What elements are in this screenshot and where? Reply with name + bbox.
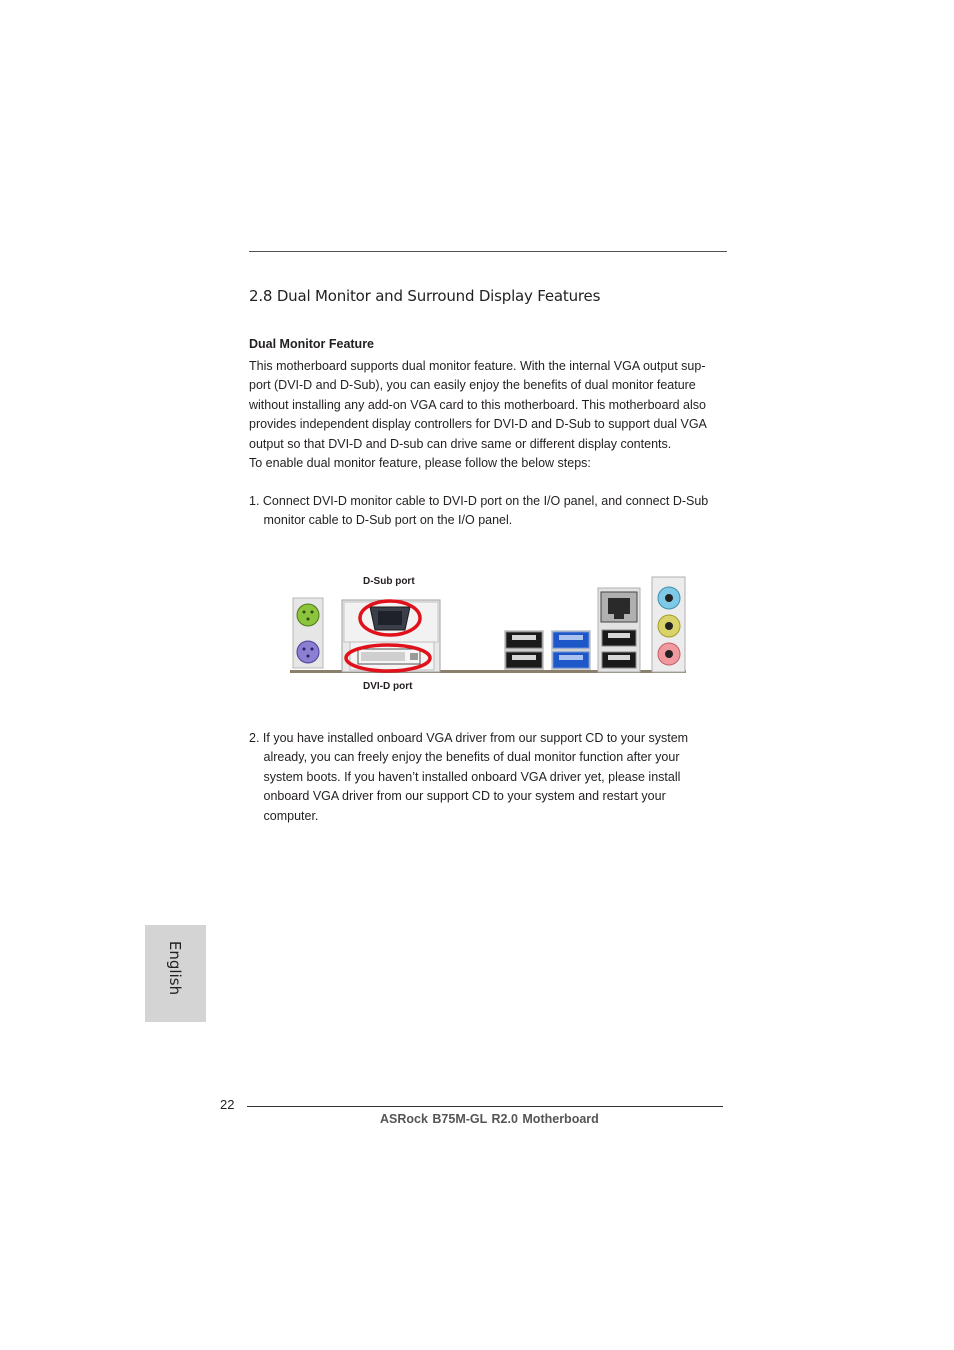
lan-usb-stack: [598, 588, 640, 672]
dsub-port-label: D-Sub port: [363, 576, 415, 587]
ps2-keyboard-port: [297, 641, 319, 663]
intro-line: port (DVI-D and D-Sub), you can easily enjoy the benefits of dual monitor feature: [249, 378, 696, 393]
intro-line: To enable dual monitor feature, please follow the below steps:: [249, 456, 591, 471]
intro-line: without installing any add-on VGA card to this motherboard. This motherboard also: [249, 397, 706, 412]
dvid-port-label: DVI-D port: [363, 681, 413, 692]
page-number: 22: [220, 1097, 235, 1112]
language-tab-label: English: [166, 940, 184, 996]
section-title: 2.8 Dual Monitor and Surround Display Features: [249, 287, 601, 305]
display-ports-bracket: [342, 600, 440, 672]
step-line: 2. If you have installed onboard VGA driver from our support CD to your system: [249, 731, 689, 745]
ps2-ports: [293, 598, 323, 668]
step-line: monitor cable to D-Sub port on the I/O panel.: [263, 513, 513, 528]
intro-line: This motherboard supports dual monitor feature. With the internal VGA output sup-: [249, 359, 706, 373]
subsection-title: Dual Monitor Feature: [249, 337, 375, 351]
io-panel-figure: [290, 574, 688, 698]
step-line: already, you can freely enjoy the benefits of dual monitor function after your: [263, 750, 680, 765]
step-1: [249, 492, 742, 531]
top-rule: [249, 251, 727, 252]
ps2-mouse-port: [297, 604, 319, 626]
usb-ports: [504, 630, 591, 670]
intro-line: provides independent display controllers for DVI-D and D-Sub to support dual VGA: [249, 417, 707, 432]
intro-line: output so that DVI-D and D-sub can drive same or different display contents.: [249, 436, 672, 451]
audio-jacks: [652, 577, 685, 672]
step-line: 1. Connect DVI-D monitor cable to DVI-D port on the I/O panel, and connect D-Sub: [249, 494, 709, 508]
step-line: onboard VGA driver from our support CD to your system and restart your: [263, 789, 666, 804]
step-2: [249, 729, 742, 826]
bottom-rule: [247, 1106, 723, 1107]
step-line: computer.: [263, 808, 319, 823]
step-line: system boots. If you haven’t installed onboard VGA driver yet, please install: [263, 769, 681, 784]
intro-paragraph: [249, 357, 727, 473]
footer-product-name: ASRock B75M-GL R2.0 Motherboard: [380, 1112, 599, 1126]
